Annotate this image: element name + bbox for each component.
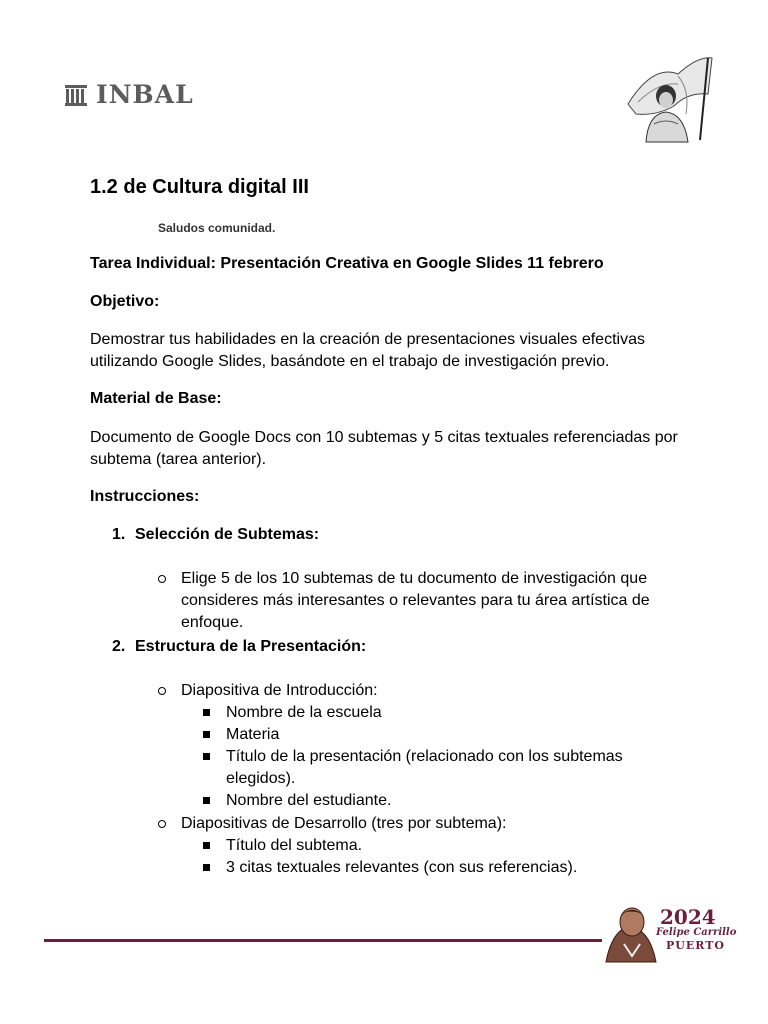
sub-list-item-text: 3 citas textuales relevantes (con sus referencias). (226, 859, 578, 876)
list-item-text: Diapositivas de Desarrollo (tres por subtema): (181, 815, 507, 832)
circle-bullet-icon (158, 820, 166, 828)
sub-list-item (203, 790, 391, 812)
flag-woman-illustration (608, 44, 718, 144)
step-2 (112, 636, 366, 658)
footer-year: 2024 (660, 905, 716, 929)
square-bullet-icon (203, 864, 210, 871)
sub-list-item (203, 857, 577, 879)
sub-list-item (203, 702, 382, 724)
square-bullet-icon (203, 842, 210, 849)
sub-list-item (203, 724, 279, 746)
step-label: Selección de Subtemas: (135, 526, 320, 543)
list-item (158, 680, 378, 702)
objective-text: Demostrar tus habilidades en la creación de presentaciones visuales efectivas utilizando Google Slides, basándote en el trabajo de investigación previo. (90, 331, 645, 370)
page-title: 1.2 de Cultura digital III (90, 176, 309, 198)
square-bullet-icon (203, 753, 210, 760)
inbal-logo (64, 80, 194, 109)
step-1 (112, 524, 319, 546)
step-label: Estructura de la Presentación: (135, 638, 367, 655)
footer-divider (44, 939, 602, 942)
sub-list-item-text: Materia (226, 726, 280, 743)
square-bullet-icon (203, 731, 210, 738)
footer-name-line1: Felipe Carrillo (656, 927, 737, 938)
footer-name-line2: PUERTO (666, 939, 725, 952)
inbal-building-icon (64, 83, 88, 107)
logo-text: INBAL (96, 80, 194, 109)
sub-list-item-text: Nombre del estudiante. (226, 792, 392, 809)
circle-bullet-icon (158, 575, 166, 583)
square-bullet-icon (203, 797, 210, 804)
circle-bullet-icon (158, 687, 166, 695)
material-heading: Material de Base: (90, 390, 222, 407)
step-number: 2. (112, 638, 126, 655)
list-item-text: Diapositiva de Introducción: (181, 682, 378, 699)
sub-list-item (203, 835, 362, 857)
material-text: Documento de Google Docs con 10 subtemas y 5 citas textuales referenciadas por subtema (tarea anterior). (90, 429, 678, 468)
list-item (158, 568, 658, 634)
list-item (158, 813, 506, 835)
objective-heading: Objetivo: (90, 293, 160, 310)
sub-list-item-text: Título del subtema. (226, 837, 363, 854)
sub-list-item-text: Nombre de la escuela (226, 704, 382, 721)
sub-list-item (203, 746, 643, 790)
instructions-heading: Instrucciones: (90, 488, 200, 505)
list-item-text: Elige 5 de los 10 subtemas de tu documento de investigación que consideres más interesantes o relevantes para tu área artística de enfoque. (181, 570, 650, 631)
task-heading: Tarea Individual: Presentación Creativa en Google Slides 11 febrero (90, 255, 604, 272)
step-number: 1. (112, 526, 126, 543)
sub-list-item-text: Título de la presentación (relacionado con los subtemas elegidos). (226, 748, 623, 787)
square-bullet-icon (203, 709, 210, 716)
greeting-text: Saludos comunidad. (158, 221, 276, 235)
